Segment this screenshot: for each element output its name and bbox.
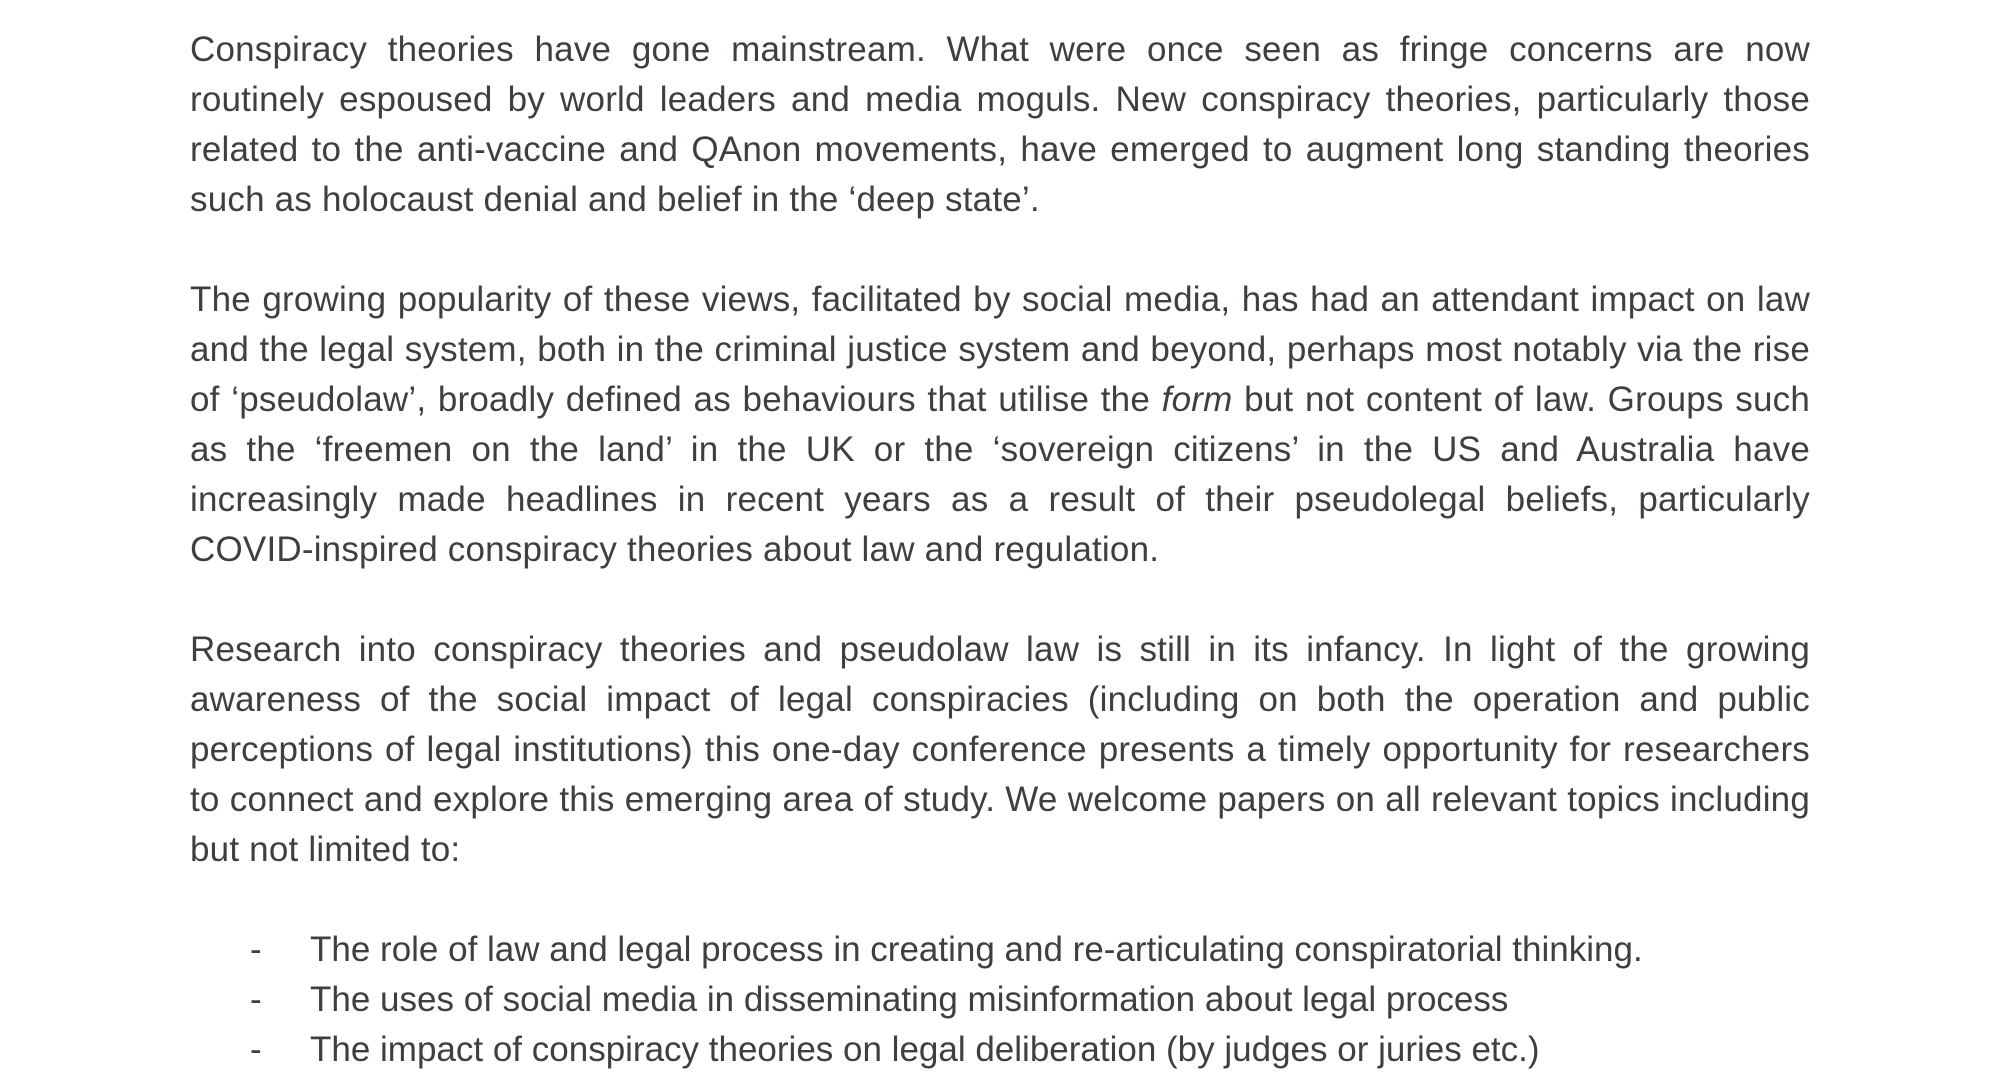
bullet-marker: - — [250, 980, 262, 1019]
paragraph-2-text-after-italic: but not content of law. Groups such as the ‘freemen on the land’ in the UK or the ‘sovereign citizens’ in the US and Australia have increasingly made headlines in recent years as a result of their pseudolegal beliefs, particularly COVID-inspired conspiracy theories about law and regulation. — [190, 380, 1811, 569]
bullet-item — [250, 975, 1810, 1025]
paragraph-1-text: Conspiracy theories have gone mainstream. What were once seen as fringe concerns are now routinely espoused by world leaders and media moguls. New conspiracy theories, particularly those related to the anti-vaccine and QAnon movements, have emerged to augment long standing theories such as holocaust denial and belief in the ‘deep state’. — [190, 30, 1810, 219]
bullet-marker: - — [250, 1030, 262, 1069]
bullet-text: The uses of social media in disseminating misinformation about legal process — [310, 980, 1509, 1019]
bullet-item — [250, 1025, 1810, 1075]
paragraph-3 — [190, 625, 1810, 875]
paragraph-2-italic-word: form — [1161, 380, 1233, 419]
paragraph-2-text-before-italic: The growing popularity of these views, facilitated by social media, has had an attendant impact on law and the legal system, both in the criminal justice system and beyond, perhaps most notably via the rise of ‘pseudolaw’, broadly defined as behaviours that utilise the — [190, 280, 1810, 419]
paragraph-1 — [190, 25, 1810, 225]
paragraph-2 — [190, 275, 1810, 575]
paragraph-3-text: Research into conspiracy theories and pseudolaw law is still in its infancy. In light of the growing awareness of the social impact of legal conspiracies (including on both the operation and public perceptions of legal institutions) this one-day conference presents a timely opportunity for researchers to connect and explore this emerging area of study. We welcome papers on all relevant topics including but not limited to: — [190, 630, 1810, 869]
bullet-item — [250, 925, 1810, 975]
bullet-marker: - — [250, 930, 262, 969]
bullet-list — [190, 925, 1810, 1075]
bullet-text: The role of law and legal process in creating and re-articulating conspiratorial thinking. — [310, 930, 1643, 969]
bullet-text: The impact of conspiracy theories on legal deliberation (by judges or juries etc.) — [310, 1030, 1540, 1069]
